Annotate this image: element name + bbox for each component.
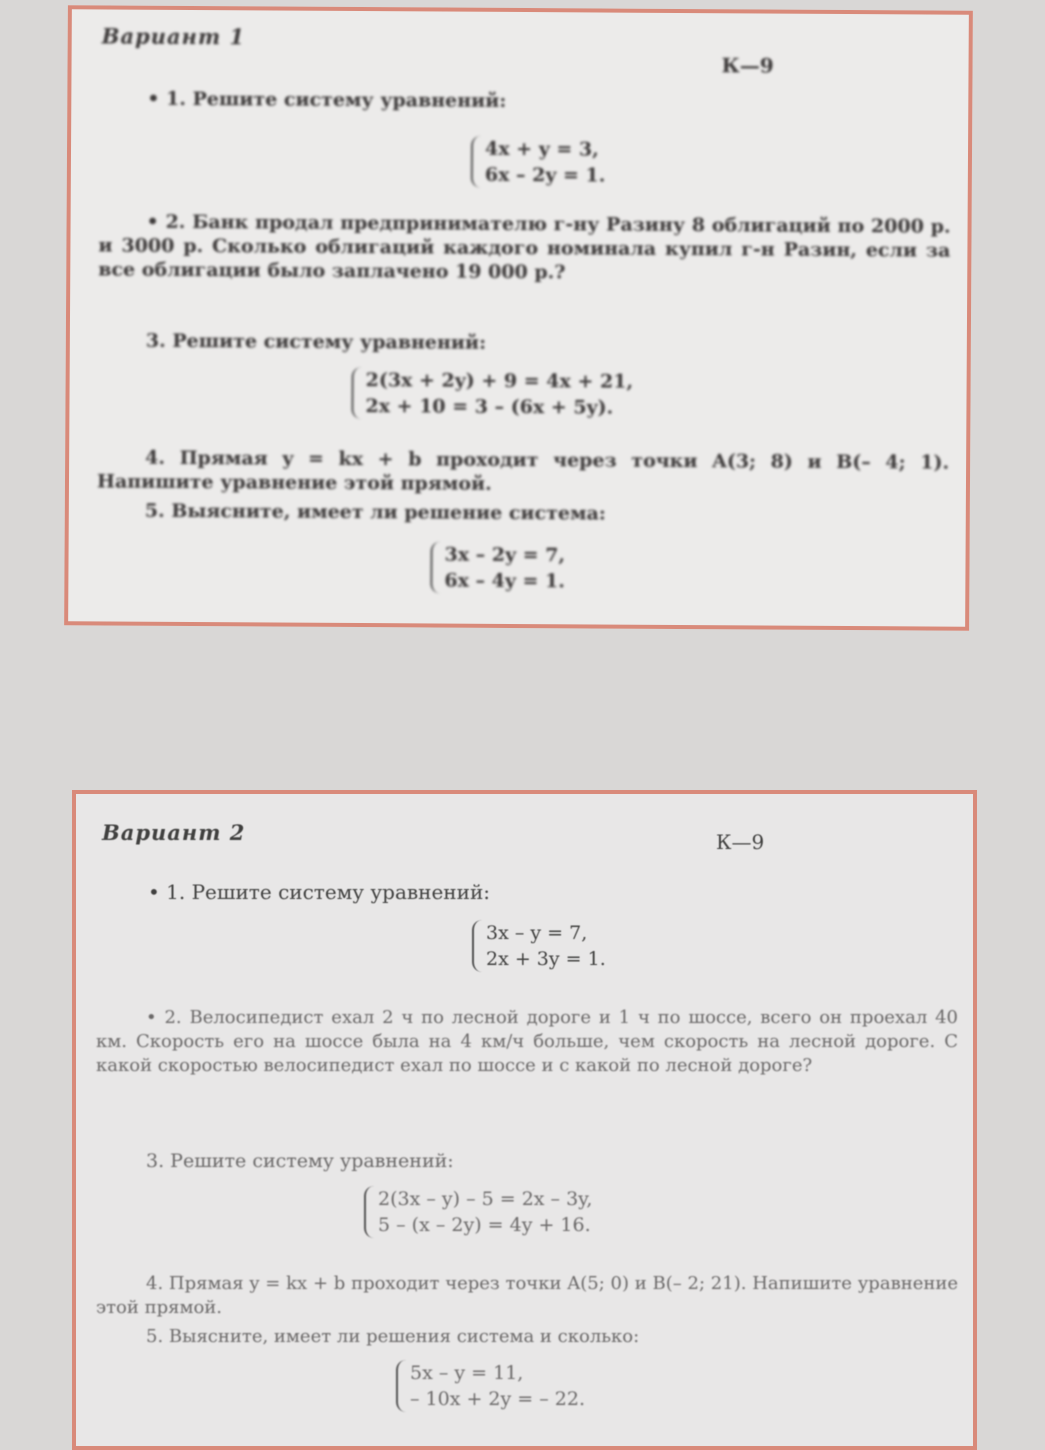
v2-system-5-eq-2: – 10x + 2y = – 22. xyxy=(410,1388,586,1410)
v1-task-4: 4. Прямая y = kx + b проходит через точки A(3; 8) и B(– 4; 1). Напишите уравнение этой прямой. xyxy=(96,446,950,495)
v1-task-5: 5. Выясните, имеет ли решение система: xyxy=(144,499,606,525)
v2-system-1 xyxy=(472,920,606,972)
v1-system-5-eq-2: 6x – 4y = 1. xyxy=(444,569,565,593)
v2-task-3: 3. Решите систему уравнений: xyxy=(146,1150,454,1172)
v2-system-1-eq-2: 2x + 3y = 1. xyxy=(486,948,606,970)
v1-system-1-eq-2: 6x – 2y = 1. xyxy=(484,163,606,187)
v1-system-1-eq-1: 4x + y = 3, xyxy=(484,137,599,161)
v1-system-3-eq-1: 2(3x + 2y) + 9 = 4x + 21, xyxy=(365,369,634,393)
v2-system-3-eq-2: 5 – (x – 2y) = 4y + 16. xyxy=(378,1214,591,1236)
variant-1-title: Вариант 1 xyxy=(101,23,246,50)
v1-task-2: • 2. Банк продал предпринимателю г-ну Разину 8 облигаций по 2000 р. и 3000 р. Сколько облигаций каждого номинала купил г-н Разин, если за все облигации было заплачено 19 000 р.? xyxy=(98,210,951,284)
v2-task-1: • 1. Решите систему уравнений: xyxy=(148,880,491,904)
v1-task-1: • 1. Решите систему уравнений: xyxy=(147,87,507,112)
v2-system-3 xyxy=(364,1186,592,1238)
v2-system-5-eq-1: 5x – y = 11, xyxy=(410,1362,524,1384)
v1-task-3: 3. Решите систему уравнений: xyxy=(145,329,487,354)
v1-system-3 xyxy=(351,367,633,421)
v1-system-1 xyxy=(471,136,606,189)
v2-system-3-eq-1: 2(3x – y) – 5 = 2x – 3y, xyxy=(378,1188,593,1210)
v1-system-3-eq-2: 2x + 10 = 3 – (6x + 5y). xyxy=(365,395,614,419)
v2-task-5: 5. Выясните, имеет ли решения система и сколько: xyxy=(146,1326,640,1347)
v2-system-1-eq-1: 3x – y = 7, xyxy=(486,922,588,944)
variant-1-card xyxy=(64,5,973,631)
v2-task-2: • 2. Велосипедист ехал 2 ч по лесной дороге и 1 ч по шоссе, всего он проехал 40 км. Скорость его на шоссе была на 4 км/ч больше, чем скорость на лесной дороге. С какой скоростью велосипедист ехал по шоссе и с какой по лесной дороге? xyxy=(96,1007,958,1076)
variant-2-title: Вариант 2 xyxy=(102,820,246,845)
variant-2-card xyxy=(72,790,977,1450)
variant-1-code: К—9 xyxy=(721,53,774,78)
v1-system-5-eq-1: 3x – 2y = 7, xyxy=(444,543,566,567)
variant-2-code: К—9 xyxy=(716,830,765,854)
v1-system-5 xyxy=(430,541,565,594)
v2-system-5 xyxy=(396,1360,585,1412)
v2-task-4: 4. Прямая y = kx + b проходит через точки A(5; 0) и B(– 2; 21). Напишите уравнение этой прямой. xyxy=(96,1273,958,1318)
